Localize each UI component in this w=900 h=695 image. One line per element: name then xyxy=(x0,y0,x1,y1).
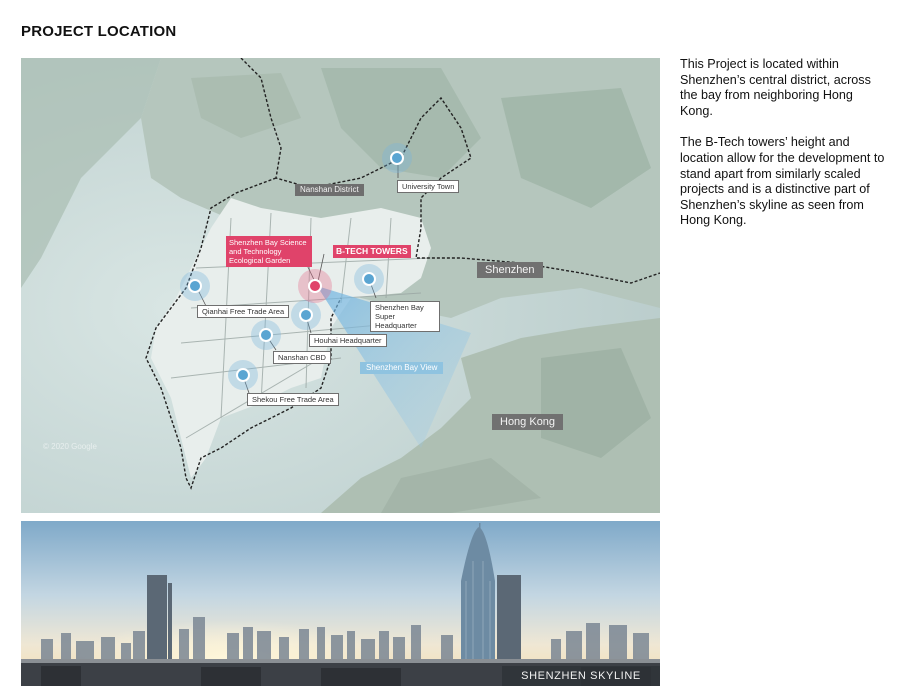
label-hong-kong: Hong Kong xyxy=(492,414,563,430)
label-super-headquarter[interactable]: Shenzhen Bay Super Headquarter xyxy=(370,301,440,332)
map-pin-shekou[interactable] xyxy=(236,368,250,382)
label-houhai[interactable]: Houhai Headquarter xyxy=(309,334,387,347)
map-base xyxy=(21,58,660,513)
label-b-tech-towers[interactable]: B-TECH TOWERS xyxy=(333,245,411,258)
label-nanshan-cbd[interactable]: Nanshan CBD xyxy=(273,351,331,364)
description-paragraph-1: This Project is located within Shenzhen’s central district, across the bay from neighboring Hong Kong. xyxy=(680,57,871,118)
map-watermark: © 2020 Google xyxy=(43,442,97,451)
description xyxy=(680,57,885,245)
skyline-caption: SHENZHEN SKYLINE xyxy=(502,666,660,686)
label-nanshan-district: Nanshan District xyxy=(295,184,364,196)
location-map[interactable] xyxy=(21,58,660,513)
map-pin-b-tech-towers[interactable] xyxy=(308,279,322,293)
map-pin-nanshan-cbd[interactable] xyxy=(259,328,273,342)
label-qianhai[interactable]: Qianhai Free Trade Area xyxy=(197,305,289,318)
map-pin-qianhai[interactable] xyxy=(188,279,202,293)
label-university-town[interactable]: University Town xyxy=(397,180,459,193)
label-science-park[interactable]: Shenzhen Bay Science and Technology Ecological Garden xyxy=(226,236,312,267)
map-pin-houhai[interactable] xyxy=(299,308,313,322)
label-shekou[interactable]: Shekou Free Trade Area xyxy=(247,393,339,406)
skyline-illustration xyxy=(21,521,660,686)
map-pin-university-town[interactable] xyxy=(390,151,404,165)
skyline-photo xyxy=(21,521,660,686)
label-shenzhen: Shenzhen xyxy=(477,262,543,278)
label-bay-view: Shenzhen Bay View xyxy=(360,362,443,374)
description-paragraph-2: The B-Tech towers’ height and location allow for the development to stand apart from similarly scaled projects and is a distinctive part of Shenzhen’s skyline as seen from Hong Kong. xyxy=(680,135,885,228)
map-pin-super-headquarter[interactable] xyxy=(362,272,376,286)
page-title: PROJECT LOCATION xyxy=(21,23,177,40)
